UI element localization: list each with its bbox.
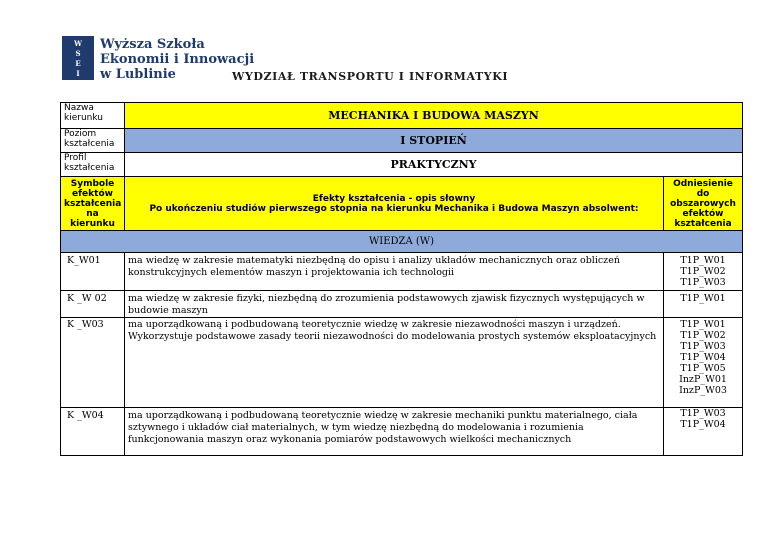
ref-code: T1P_W04: [680, 352, 726, 363]
ref-code: T1P_W02: [680, 330, 726, 341]
description-subtitle: Po ukończeniu studiów pierwszego stopnia na kierunku Mechanika i Budowa Maszyn absolwent:: [149, 203, 639, 214]
field-of-study-value: MECHANIKA I BUDOWA MASZYN: [125, 103, 743, 129]
learning-outcomes-table: [60, 102, 743, 456]
outcome-refs: [664, 318, 743, 408]
logo-letter: I: [76, 68, 80, 78]
outcome-refs: [664, 291, 743, 318]
logo-letter: S: [75, 48, 81, 58]
ref-code: T1P_W05: [680, 363, 726, 374]
ref-code: T1P_W02: [680, 266, 726, 277]
column-header-reference: Odniesienie do obszarowych efektów kształcenia: [664, 177, 743, 231]
ref-code: T1P_W03: [680, 408, 726, 419]
ref-code: T1P_W01: [680, 293, 726, 304]
table-row: [61, 291, 743, 318]
school-logo-mark: [62, 36, 94, 80]
outcome-refs: [664, 253, 743, 291]
table-row: [61, 253, 743, 291]
outcome-text: ma uporządkowaną i podbudowaną teoretycznie wiedzę w zakresie niezawodności maszyn i urządzeń. Wykorzystuje podstawowe zasady teorii niezawodności do modelowania prostych systemów eksploatacyjnych: [125, 318, 664, 408]
ref-code: T1P_W01: [680, 319, 726, 330]
table-row: [61, 408, 743, 456]
description-title: Efekty kształcenia - opis słowny: [312, 193, 476, 204]
label-level: Poziom kształcenia: [61, 129, 125, 153]
ref-code: InzP_W03: [679, 385, 727, 396]
school-name-line: Wyższa Szkoła: [100, 37, 205, 52]
column-header-description: [125, 177, 664, 231]
ref-code: T1P_W03: [680, 341, 726, 352]
outcome-code: K _W 02: [61, 291, 125, 318]
ref-code: T1P_W01: [680, 255, 726, 266]
profile-value: PRAKTYCZNY: [125, 153, 743, 177]
school-name-line: w Lublinie: [100, 67, 176, 82]
school-name-line: Ekonomii i Innowacji: [100, 52, 255, 67]
ref-code: T1P_W03: [680, 277, 726, 288]
outcome-text: ma uporządkowaną i podbudowaną teoretycznie wiedzę w zakresie mechaniki punktu materialnego, ciała sztywnego i układów ciał materialnych, w tym wiedzę niezbędną do modelowania i rozumienia funkcjonowania maszyn oraz wykonania pomiarów podstawowych wielkości mechanicznych: [125, 408, 664, 456]
outcome-code: K _W03: [61, 318, 125, 408]
level-value: I STOPIEŃ: [125, 129, 743, 153]
outcome-text: ma wiedzę w zakresie matematyki niezbędną do opisu i analizy układów mechanicznych oraz obliczeń konstrukcyjnych elementów maszyn i projektowania ich technologii: [125, 253, 664, 291]
ref-code: InzP_W01: [679, 374, 727, 385]
logo-letter: E: [75, 58, 81, 68]
table-row: [61, 318, 743, 408]
outcome-code: K_W01: [61, 253, 125, 291]
outcome-text: ma wiedzę w zakresie fizyki, niezbędną do zrozumienia podstawowych zjawisk fizycznych występujących w budowie maszyn: [125, 291, 664, 318]
column-header-symbol: Symbole efektów kształcenia na kierunku: [61, 177, 125, 231]
outcome-refs: [664, 408, 743, 456]
faculty-title: WYDZIAŁ TRANSPORTU I INFORMATYKI: [232, 70, 509, 83]
ref-code: T1P_W04: [680, 419, 726, 430]
outcome-code: K _W04: [61, 408, 125, 456]
logo-letter: W: [74, 38, 82, 48]
label-profile: Profil kształcenia: [61, 153, 125, 177]
section-header: WIEDZA (W): [61, 231, 743, 253]
label-field-of-study: Nazwa kierunku: [61, 103, 125, 129]
